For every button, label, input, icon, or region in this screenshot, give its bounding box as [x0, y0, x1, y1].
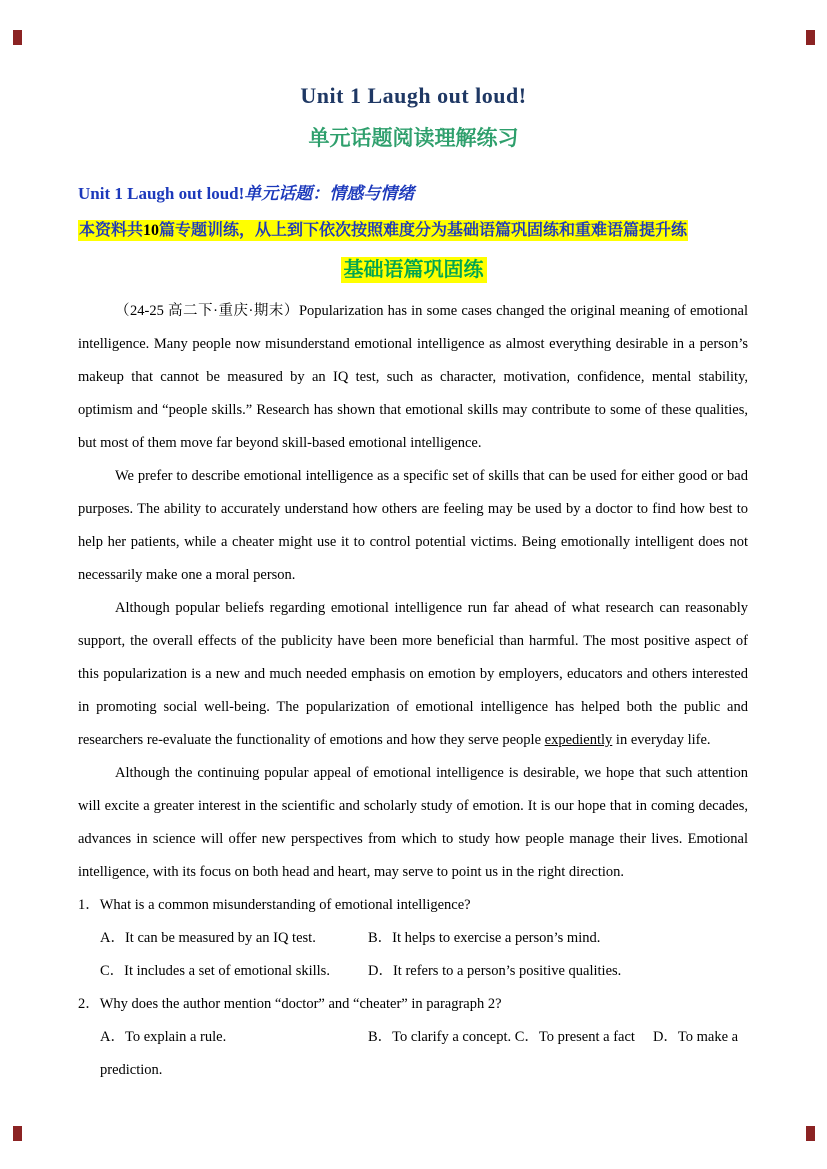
doc-title: Unit 1 Laugh out loud!	[300, 83, 527, 108]
question-1-option-b: B．It helps to exercise a person’s mind.	[368, 930, 601, 946]
paragraph-1-text: Popularization has in some cases changed the original meaning of emotional intelligence. Many people now misunderstand emotional intelligence as almost everything desirable in a person’s makeup that cannot be measured by an IQ test, such as character, motivation, confidence, mental stability, optimism and “people skills.” Research has shown that emotional skills may contribute to some of these qualities, but most of them move far beyond skill-based emotional intelligence.	[78, 303, 748, 451]
question-1-option-d: D．It refers to a person’s positive qualities.	[368, 963, 622, 979]
question-1-stem: 1．What is a common misunderstanding of emotional intelligence?	[78, 897, 471, 913]
unit-topic-chinese: 单元话题：情感与情绪	[244, 184, 415, 203]
question-2-stem: 2．Why does the author mention “doctor” and “cheater” in paragraph 2?	[78, 996, 502, 1012]
paragraph-4-text: Although the continuing popular appeal of emotional intelligence is desirable, we hope that such attention will excite a greater interest in the scientific and scholarly study of emotion. It is our hope that in coming decades, advances in science will offer new perspectives from which to study how people manage their lives. Emotional intelligence, with its focus on both head and heart, may serve to point us in the right direction.	[78, 765, 748, 880]
question-2-options	[78, 1021, 748, 1087]
question-1-option-a: A．It can be measured by an IQ test.	[100, 930, 316, 946]
unit-topic-line	[78, 179, 748, 204]
corner-mark-top-right	[806, 30, 815, 45]
question-1-options-row-2	[78, 955, 748, 988]
question-2-option-b: B．To clarify a concept.	[368, 1029, 512, 1045]
notice-banner	[78, 219, 748, 242]
question-1-option-c: C．It includes a set of emotional skills.	[100, 963, 330, 979]
passage-paragraph-1	[78, 295, 748, 460]
passage-paragraph-3	[78, 592, 748, 757]
paragraph-3-text-before: Although popular beliefs regarding emotional intelligence run far ahead of what research can reasonably support, the overall effects of the publicity have been more beneficial than harmful. The most positive aspect of this popularization is a new and much needed emphasis on emotion by employers, educators and others interested in promoting social well-being. The popularization of emotional intelligence has helped both the public and researchers re-evaluate the functionality of emotions and how they serve people	[78, 600, 748, 748]
question-1-options-row-1	[78, 922, 748, 955]
notice-count: 10	[143, 222, 160, 239]
corner-mark-bottom-right	[806, 1126, 815, 1141]
corner-mark-top-left	[13, 30, 22, 45]
doc-subtitle: 单元话题阅读理解练习	[308, 126, 519, 150]
question-2-option-c: C．To present a fact	[514, 1029, 635, 1045]
notice-suffix: 篇专题训练，从上到下依次按照难度分为基础语篇巩固练和重难语篇提升练	[159, 222, 688, 239]
section-heading-label: 基础语篇巩固练	[341, 257, 487, 283]
passage-paragraph-2	[78, 460, 748, 592]
passage-paragraph-4	[78, 757, 748, 889]
question-block	[78, 889, 748, 1087]
section-heading	[0, 253, 827, 282]
paragraph-3-text-after: in everyday life.	[612, 732, 711, 748]
unit-topic-english: Unit 1 Laugh out loud!	[78, 184, 245, 203]
corner-mark-bottom-left	[13, 1126, 22, 1141]
passage-source-tag: （24-25 高二下·重庆·期末）	[115, 303, 299, 319]
question-2-option-a: A．To explain a rule.	[100, 1029, 227, 1045]
underlined-word: expediently	[544, 732, 613, 748]
notice-prefix: 本资料共	[79, 222, 144, 239]
reading-passage	[78, 295, 748, 889]
question-2-option-d: D．To make a prediction.	[100, 1029, 739, 1078]
paragraph-2-text: We prefer to describe emotional intelligence as a specific set of skills that can be used for either good or bad purposes. The ability to accurately understand how others are feeling may be used by a doctor to find how best to help her patients, while a cheater might use it to control potential victims. Being emotionally intelligent does not necessarily make one a moral person.	[78, 468, 748, 583]
